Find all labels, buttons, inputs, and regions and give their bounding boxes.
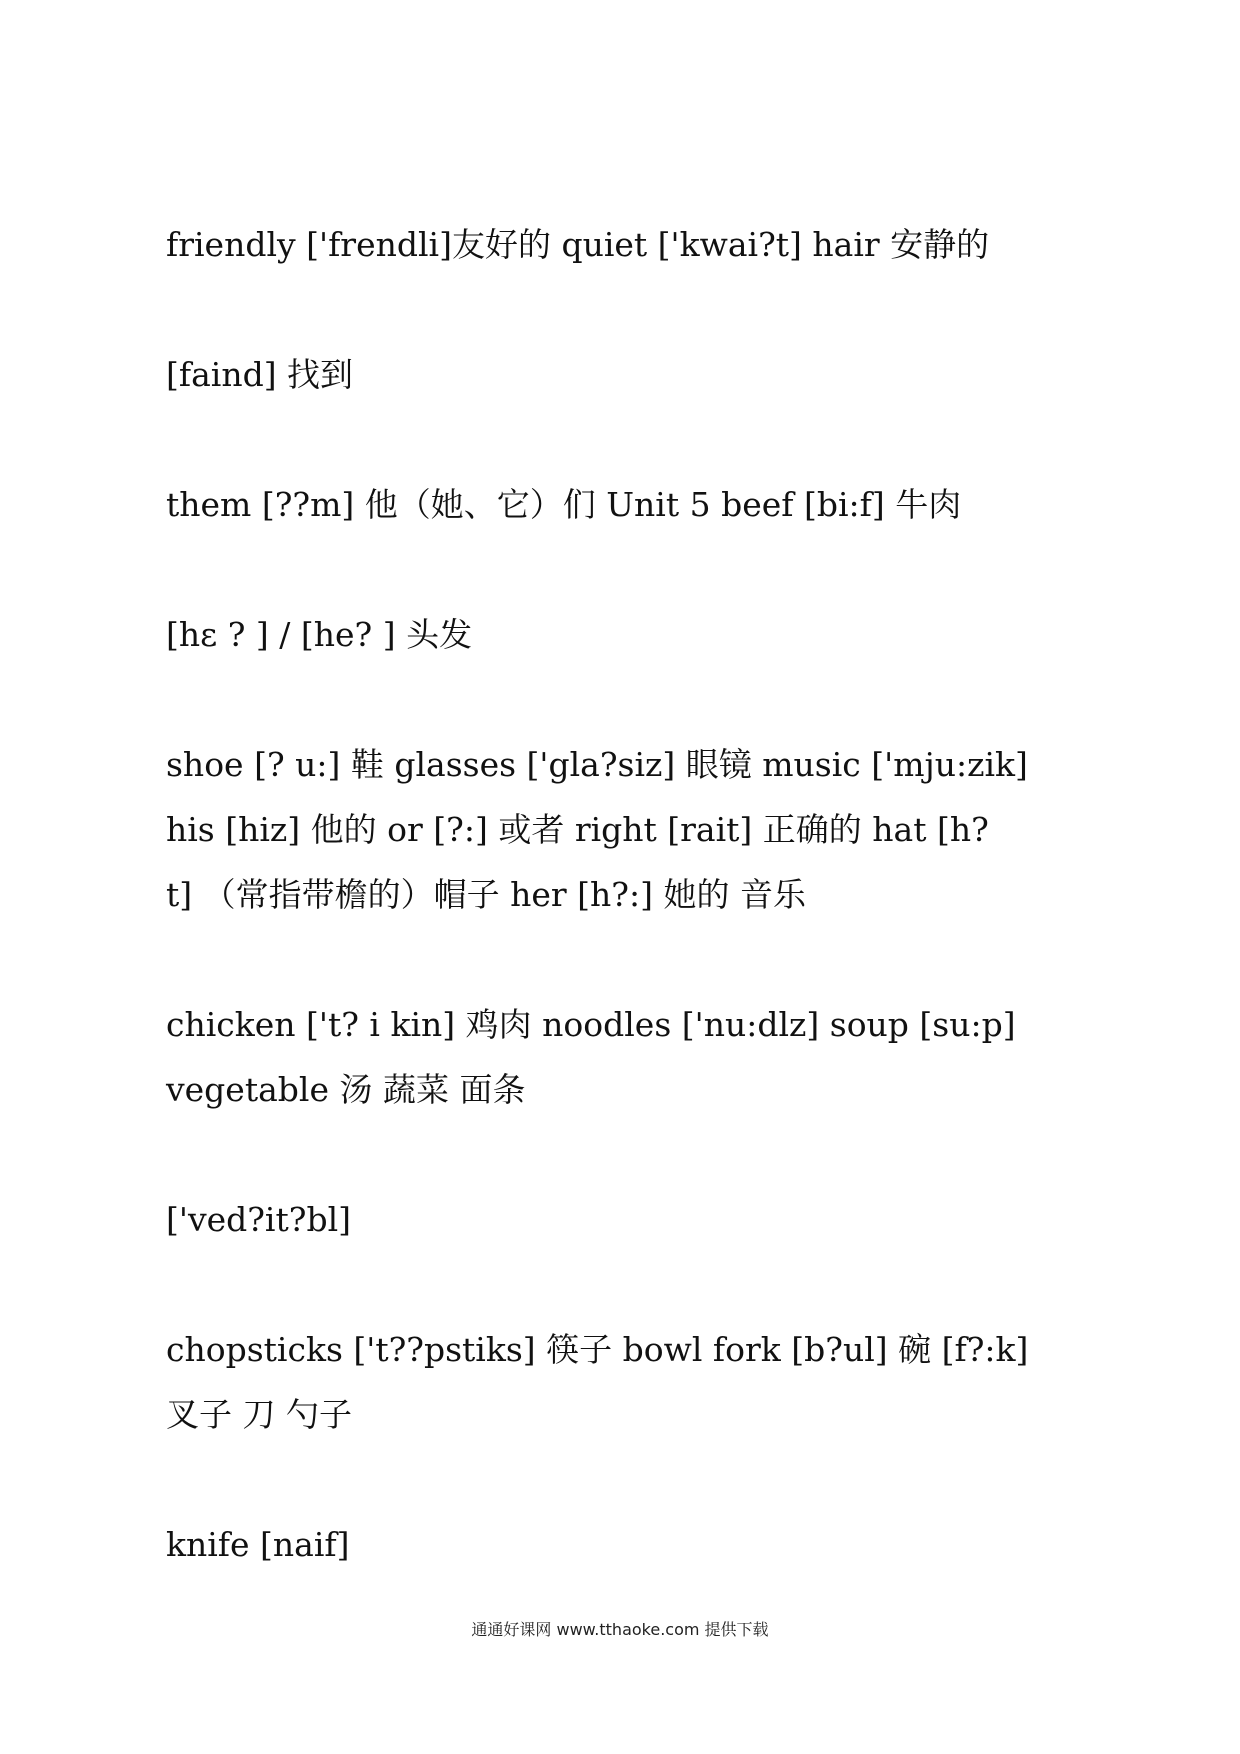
text-line: chopsticks ['t??pstiks] 筷子 bowl fork [b?ul] 碗 [f?:k] bbox=[166, 1330, 1029, 1369]
text-line: chicken ['t? i kin] 鸡肉 noodles ['nu:dlz] soup [su:p] bbox=[166, 1005, 1016, 1044]
text-line: friendly ['frendli]友好的 quiet ['kwai?t] hair 安静的 bbox=[166, 225, 990, 264]
text-line: them [??m] 他（她、它）们 Unit 5 beef [bi:f] 牛肉 bbox=[166, 485, 962, 524]
text-line: ['ved?it?bl] bbox=[166, 1200, 351, 1239]
text-line: 叉子 刀 勺子 bbox=[166, 1395, 352, 1434]
text-line: shoe [? u:] 鞋 glasses ['gla?siz] 眼镜 music ['mju:zik] bbox=[166, 745, 1028, 784]
text-line: his [hiz] 他的 or [?:] 或者 right [rait] 正确的 hat [h? bbox=[166, 810, 989, 849]
text-line: knife [naif] bbox=[166, 1525, 350, 1564]
text-line: [faind] 找到 bbox=[166, 355, 354, 394]
text-line: [hε ? ] / [he? ] 头发 bbox=[166, 615, 473, 654]
text-line: vegetable 汤 蔬菜 面条 bbox=[166, 1070, 526, 1109]
page-footer: 通通好课网 www.tthaoke.com 提供下载 bbox=[471, 1620, 769, 1639]
text-line: t] （常指带檐的）帽子 her [h?:] 她的 音乐 bbox=[166, 875, 806, 914]
